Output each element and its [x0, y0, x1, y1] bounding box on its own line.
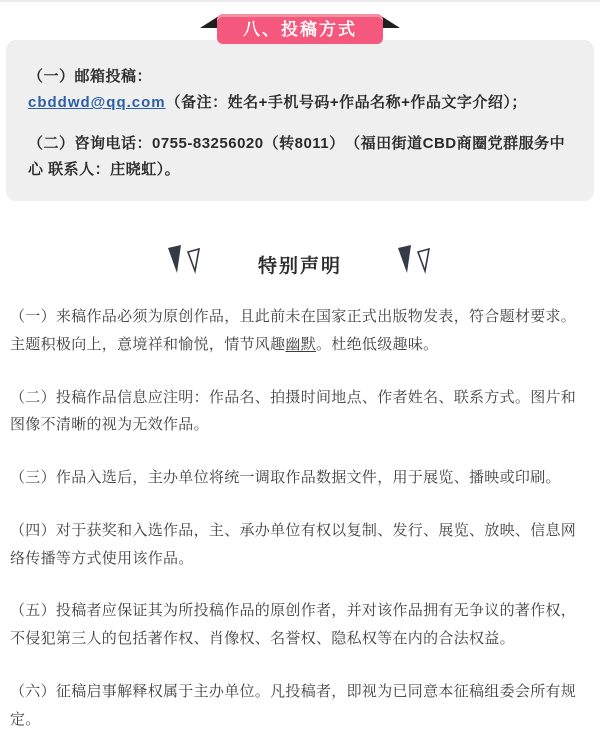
phone-line: （二）咨询电话：0755-83256020（转8011） （福田街道CBD商圈党群服务中心 联系人：庄晓虹）。: [28, 134, 566, 178]
quote-marks-right-icon: [398, 245, 432, 275]
declaration-item-2: （二）投稿作品信息应注明：作品名、拍摄时间地点、作者姓名、联系方式。图片和图像不清晰的视为无效作品。: [10, 388, 577, 434]
declaration-item-4: （四）对于获奖和入选作品，主、承办单位有权以复制、发行、展览、放映、信息网络传播等方式使用该作品。: [10, 521, 577, 567]
declaration-item-1: [10, 303, 590, 359]
declaration-title: 特别声明: [257, 256, 342, 277]
email-method-label: （一）邮箱投稿：: [28, 68, 153, 85]
contact-box: [6, 40, 594, 201]
declaration-item-6: （六）征稿启事解释权属于主办单位。凡投稿者，即视为已同意本征稿组委会所有规定。: [10, 682, 577, 728]
declaration-item-3: （三）作品入选后，主办单位将统一调取作品数据文件，用于展览、播映或印刷。: [10, 469, 561, 486]
top-divider: [0, 0, 600, 2]
declaration-item-1-post: 。杜绝低级趣味。: [316, 335, 439, 353]
declaration-item-1-pre: （一）来稿作品必须为原创作品，且此前未在国家正式出版物发表，符合题材要求。主题积极向上，意境祥和愉悦，情节风趣: [10, 308, 577, 353]
email-link[interactable]: cbddwd@qq.com: [28, 94, 166, 112]
section-banner: [0, 14, 600, 44]
quote-marks-left-icon: [168, 245, 202, 275]
email-note: （备注：姓名+手机号码+作品名称+作品文字介绍）；: [165, 94, 527, 112]
section-title-banner: 八、投稿方式: [217, 14, 383, 44]
declaration-section: [0, 245, 600, 733]
declaration-item-5: （五）投稿者应保证其为所投稿作品的原创作者，并对该作品拥有无争议的著作权，不侵犯第三人的包括著作权、肖像权、名誉权、隐私权等在内的合法权益。: [10, 602, 577, 647]
declaration-title-row: [10, 245, 590, 278]
declaration-item-1-underlined: 幽默: [285, 335, 317, 353]
email-line: [28, 90, 572, 116]
